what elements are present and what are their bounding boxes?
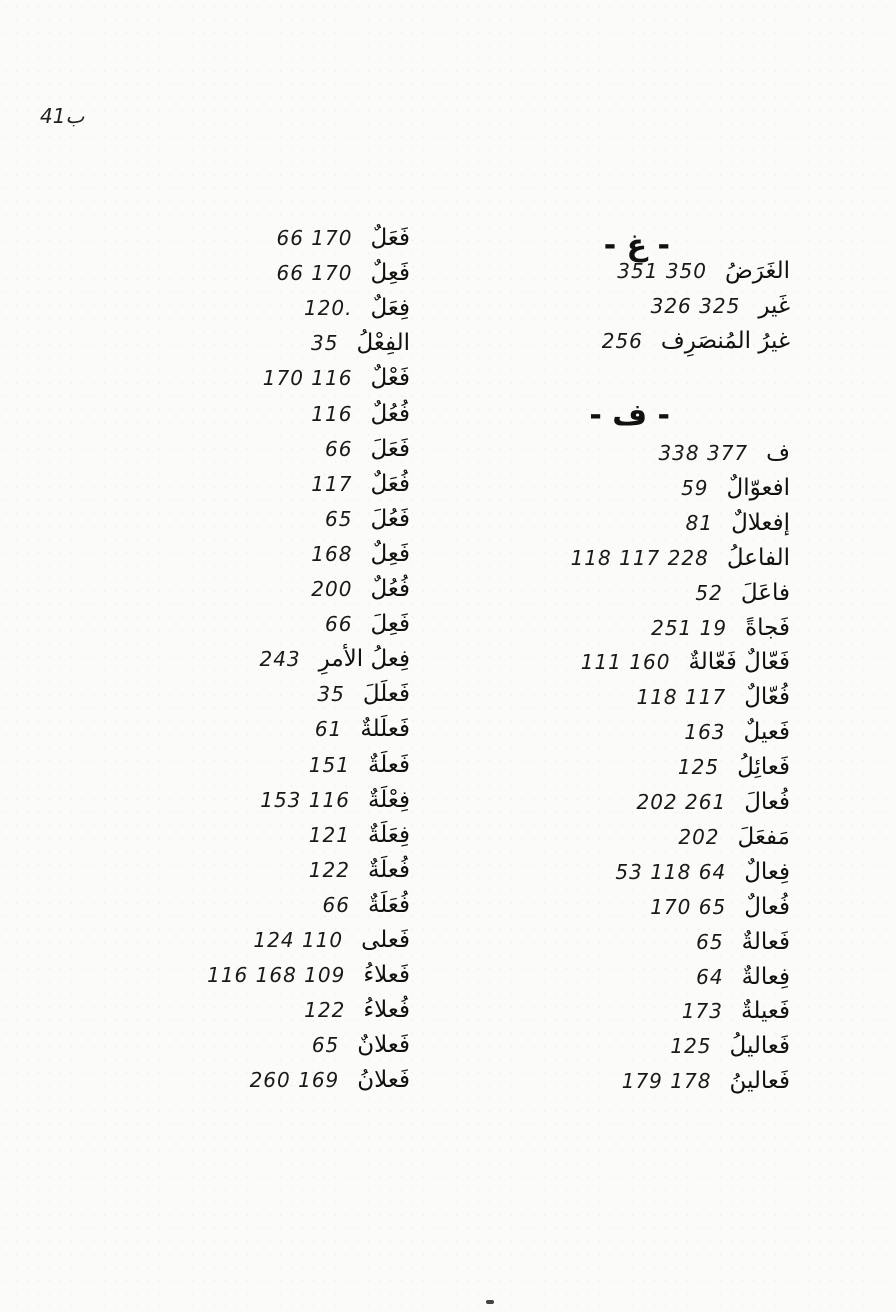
entry-page-numbers: 151 [308,752,350,777]
entry-page-numbers: 202 [678,824,720,849]
entry-page-numbers: 35 [317,682,345,707]
entry-page-numbers: 52 [695,580,723,605]
index-entry [323,892,411,924]
index-entry [311,471,410,503]
entry-term: الفِعْلُ [356,330,410,357]
entry-page-numbers: 66 [325,612,353,637]
entry-page-numbers: 35 [311,331,339,356]
entry-page-numbers: 66 [325,436,353,461]
entry-term: فَعْلٌ [370,365,410,392]
index-entry [277,260,411,292]
entry-term: الفاعلُ [726,544,790,571]
entry-page-numbers: 179 178 [621,1069,712,1094]
entry-term: فِعَلٌ [370,295,410,322]
index-entry [602,328,790,360]
entry-page-numbers: 124 110 [253,928,344,952]
entry-term: غَير [758,292,790,319]
entry-page-numbers: 125 [677,755,720,780]
entry-term: غيرُ المُنصَرِف [660,327,790,354]
index-entry [309,822,410,854]
index-entry [260,787,410,819]
index-entry [304,295,410,327]
index-entry [250,1067,410,1099]
index-entry [686,510,790,542]
bottom-ink-mark [486,1300,494,1304]
index-entry [317,681,410,713]
index-entry [325,436,410,468]
index-entry [696,929,790,961]
entry-term: فَعلانٌ [357,1032,410,1059]
entry-term: فُعالَ [744,789,790,815]
entry-term: فِعْلَةٌ [367,786,410,813]
entry-term: فَعِلٌ [370,540,410,567]
entry-page-numbers: 118 117 228 [570,545,709,570]
index-entry [259,646,410,678]
entry-term: فَعلاءُ [363,962,410,989]
index-entry [311,576,410,608]
entry-term: فِعالٌ [744,858,790,885]
entry-page-numbers: 260 169 [249,1068,340,1093]
index-entry [311,541,410,573]
entry-term: فُعالٌ [744,893,790,920]
entry-page-numbers: 153 116 [260,787,350,812]
index-entry [678,754,790,786]
index-entry [253,927,410,959]
section-heading: - غ - [603,228,670,263]
entry-term: فُعلَةٌ [367,856,410,883]
entry-page-numbers: 168 [311,541,353,566]
index-entry [571,545,790,577]
entry-page-numbers: 163 [684,720,726,745]
entry-term: فَعَلَ [370,435,410,462]
entry-term: فَجاةً [745,614,790,641]
entry-term: فَعّالٌ فَعّالةٌ [688,649,790,676]
index-entry [311,401,410,433]
entry-term: فَعَلٌ [370,225,410,251]
index-entry [670,1033,790,1065]
entry-page-numbers: 66 [322,892,350,917]
index-entry [658,440,790,472]
entry-page-numbers: 338 377 [658,441,749,465]
index-entry [309,752,410,784]
index-entry [581,649,790,681]
index-entry [695,580,790,612]
index-entry [684,719,790,751]
entry-term: فَعُلَ [370,505,410,532]
index-entry [304,997,410,1029]
entry-term: فَعالةٌ [741,928,790,955]
entry-page-numbers: 200 [311,577,353,601]
entry-term: فَعلَلَ [362,681,410,708]
entry-term: فَعِلَ [370,611,410,638]
index-entry [615,859,790,891]
entry-term: فُعُلٌ [370,400,410,427]
index-entry [622,1068,790,1100]
entry-term: فِعلُ الأمرِ [318,646,410,673]
entry-page-numbers: 326 325 [650,293,741,318]
entry-term: فَعيلٌ [743,719,790,746]
entry-term: فُعَلٌ [370,470,410,497]
entry-term: ف [766,440,790,466]
entry-term: افعوّالٌ [726,474,790,501]
index-entry [678,824,790,856]
entry-page-numbers: 117 [311,471,353,496]
entry-term: فَعلَلةٌ [360,716,410,743]
entry-term: فُعلاءُ [363,997,410,1024]
index-entry [277,225,411,257]
index-entry [682,998,790,1030]
index-entry [681,475,790,507]
index-entry [651,615,790,647]
entry-page-numbers: 61 [314,717,343,742]
index-entry [312,1032,410,1064]
entry-page-numbers: 65 [311,1033,340,1058]
entry-page-numbers: 351 350 [617,259,707,283]
entry-term: فُعّالٌ [744,684,790,711]
entry-page-numbers: 65 [696,929,724,954]
index-entry [207,962,410,994]
entry-page-numbers: 53 118 64 [615,859,727,884]
entry-term: فِعالةٌ [741,963,790,990]
entry-page-numbers: 125 [670,1034,712,1059]
entry-page-numbers: 66 170 [276,226,353,250]
entry-page-numbers: 66 170 [276,261,353,286]
entry-page-numbers: 59 [681,475,709,500]
entry-page-numbers: 170 65 [650,894,727,919]
entry-page-numbers: 243 [259,647,301,672]
entry-page-numbers: 173 [681,999,724,1024]
index-entry [636,789,790,821]
entry-page-numbers: 256 [601,328,643,353]
index-entry [651,293,790,325]
section-heading: - ف - [589,398,670,433]
entry-page-numbers: 120. [303,296,353,321]
index-entry [309,857,410,889]
index-entry [325,506,410,538]
entry-term: إفعلالٌ [731,509,790,536]
entry-page-numbers: 122 [304,998,346,1023]
entry-page-numbers: 116 168 109 [207,963,346,988]
entry-term: فُعُلٌ [370,576,410,602]
entry-page-numbers: 111 160 [580,650,671,675]
entry-page-numbers: 64 [696,964,724,989]
index-entry [315,716,410,748]
entry-term: فَعاليلُ [729,1033,790,1060]
entry-term: فَعالينُ [729,1068,790,1095]
entry-page-numbers: 121 [308,822,350,847]
entry-term: فَعلانُ [357,1067,410,1094]
entry-page-numbers: 116 [311,401,353,426]
index-entry [617,258,790,290]
entry-term: فُعَلَةٌ [367,891,410,918]
entry-term: فَعائِلُ [737,754,790,781]
entry-page-numbers: 251 19 [651,615,728,640]
entry-page-numbers: 81 [685,510,714,535]
entry-term: فِعَلَةٌ [367,821,410,848]
index-entry [650,894,790,926]
entry-page-numbers: 65 [325,506,353,531]
index-entry [311,330,410,362]
entry-page-numbers: 202 261 [636,790,727,814]
page-number-mark: 41ب [40,104,85,128]
entry-term: فَعلَةٌ [367,751,410,778]
entry-term: فَعِلٌ [370,260,410,287]
entry-page-numbers: 122 [308,857,350,882]
entry-page-numbers: 118 117 [636,685,727,710]
entry-term: مَفعَلَ [737,823,790,850]
entry-term: فاعَلَ [740,579,790,606]
entry-term: فَعيلةٌ [741,998,790,1025]
entry-page-numbers: 170 116 [262,366,353,391]
index-entry [696,964,790,996]
index-entry [636,684,790,716]
entry-term: فَعلى [361,927,410,953]
index-entry [263,365,410,397]
index-entry [325,611,410,643]
entry-term: الغَرَضُ [725,258,790,284]
